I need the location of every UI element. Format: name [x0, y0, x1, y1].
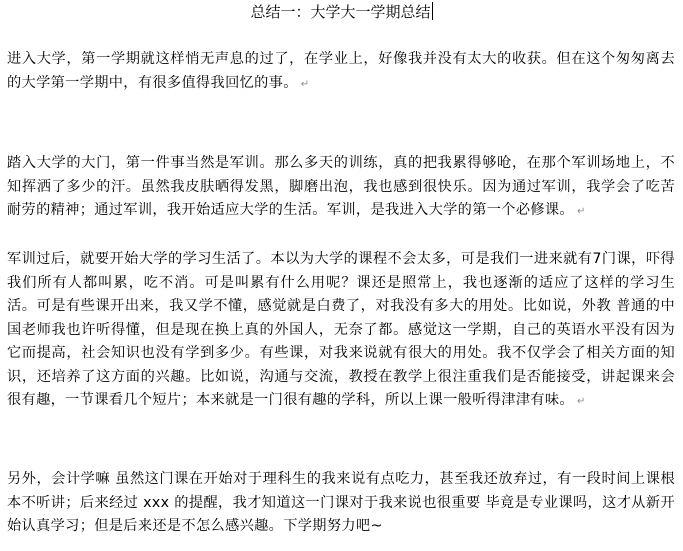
paragraph-1[interactable]: [7, 48, 675, 96]
paragraph-mark-icon: ↵: [576, 206, 586, 217]
paragraph-1-text: 进入大学，第一学期就这样悄无声息的过了，在学业上，好像我并没有太大的收获。但在这个匆匆离去的大学第一学期中，有很多值得我回忆的事。: [7, 51, 675, 91]
text-cursor: [432, 2, 433, 20]
document-title-line: [0, 1, 683, 23]
paragraph-2[interactable]: [7, 152, 675, 224]
paragraph-3[interactable]: [7, 248, 675, 414]
document-title[interactable]: 总结一：大学大一学期总结: [250, 3, 431, 21]
paragraph-mark-icon: ↵: [300, 78, 310, 90]
paragraph-4-text: 另外，会计学嘛 虽然这门课在开始对于理科生的我来说有点吃力，甚至我还放弃过，有一段时间上课根本不听讲；后来经过 xxx 的提醒，我才知道这一门课对于我来说也很重要 毕竟是专业课吗，这才从新开始认真学习；但是后来还是不怎么感兴趣。下学期努力吧~: [7, 471, 675, 534]
paragraph-4[interactable]: [7, 468, 675, 539]
paragraph-mark-icon: ↵: [576, 396, 586, 407]
paragraph-3-text: 军训过后，就要开始大学的学习生活了。本以为大学的课程不会太多，可是我们一进来就有7门课，吓得我们所有人都叫累，吃不消。可是叫累有什么用呢？课还是照常上，我也逐渐的适应了这样的学习生活。可是有些课开出来，我又学不懂，感觉就是白费了，对我没有多大的用处。比如说，外教 普通的中国老师我也许听得懂，但是现在换上真的外国人，无奈了都。感觉这一学期，自己的英语水平没有因为它而提高，社会知识也没有学到多少。有些课，对我来说就有很大的用处。我不仅学会了相关方面的知识，还培养了这方面的兴趣。比如说，沟通与交流，教授在教学上很注重我们是否能接受，讲起课来会很有趣，一节课看几个短片；本来就是一门很有趣的学科，所以上课一般听得津津有味。: [7, 251, 675, 408]
paragraph-2-text: 踏入大学的大门，第一件事当然是军训。那么多天的训练，真的把我累得够呛，在那个军训场地上，不知挥洒了多少的汗。虽然我皮肤晒得发黑，脚磨出泡，我也感到很快乐。因为通过军训，我学会了吃苦耐劳的精神；通过军训，我开始适应大学的生活。军训，是我进入大学的第一个必修课。: [7, 155, 675, 218]
